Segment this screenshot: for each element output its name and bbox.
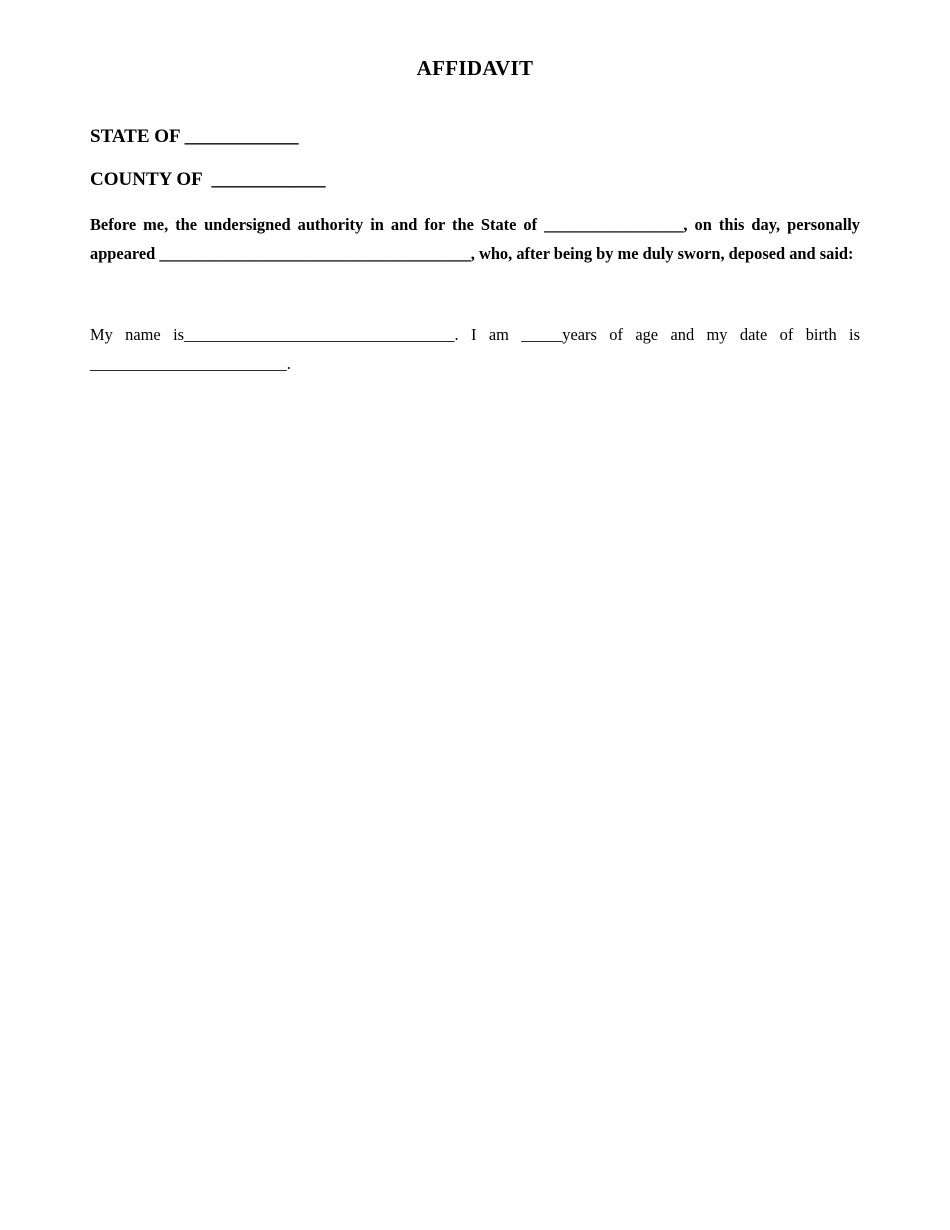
statement-paragraph: My name is_________________________________. I am _____years of age and my date of birth is ________________________. <box>90 325 860 373</box>
county-of-line: COUNTY OF ____________ <box>90 169 326 190</box>
intro-paragraph: Before me, the undersigned authority in and for the State of _________________, on this day, personally appeared ______________________________________, who, after being by me duly sworn, deposed and said: <box>90 215 860 263</box>
document-title: AFFIDAVIT <box>416 56 534 80</box>
state-of-line: STATE OF ____________ <box>90 126 299 147</box>
